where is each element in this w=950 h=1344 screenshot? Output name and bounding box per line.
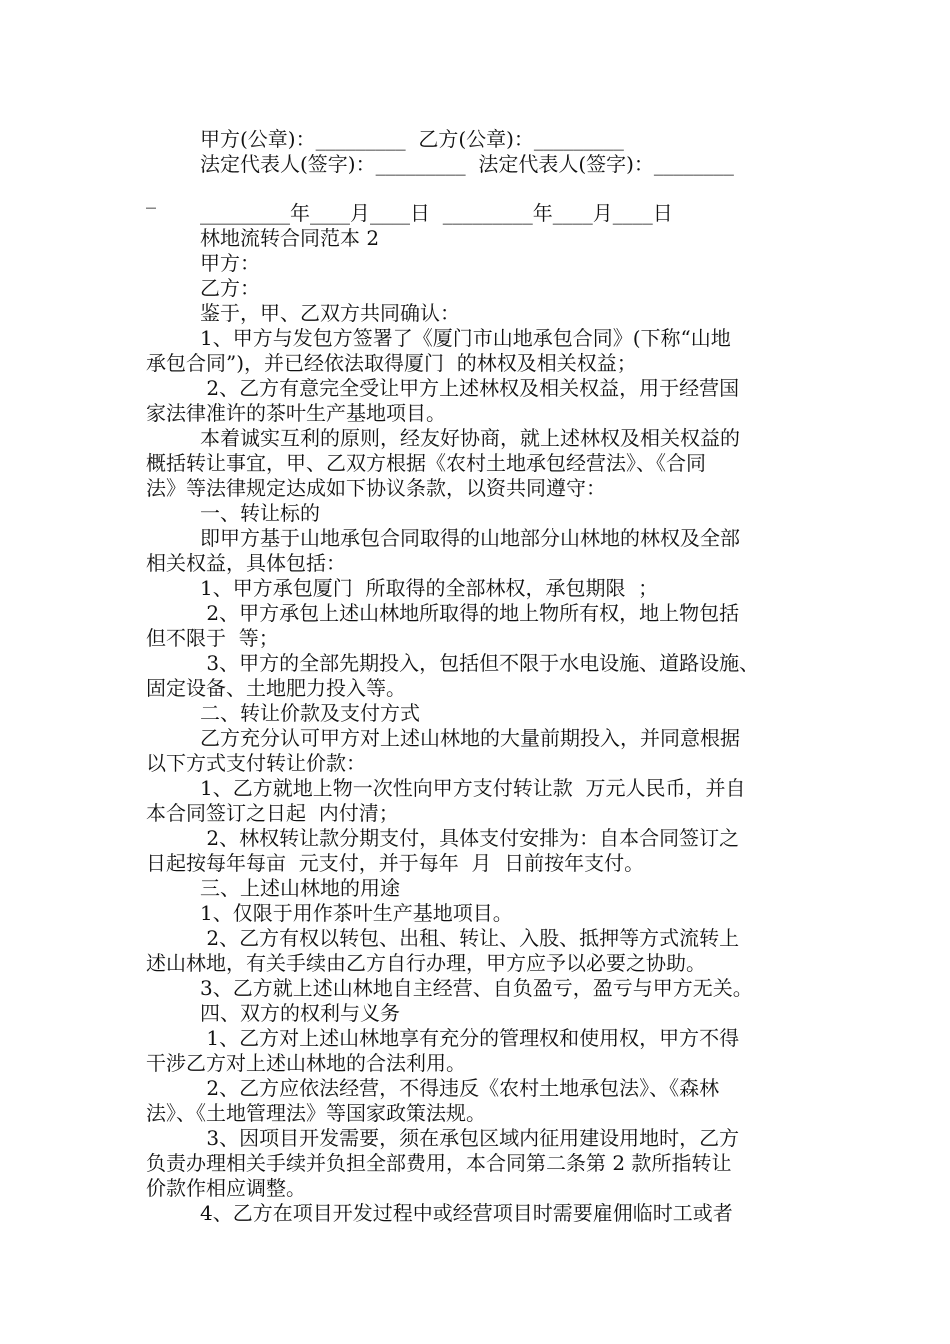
paragraph-line: 但不限于 等； [146, 626, 279, 650]
paragraph-line: 法》、《土地管理法》等国家政策法规。 [146, 1101, 486, 1125]
paragraph-line: 3、乙方就上述山林地自主经营、自负盈亏，盈亏与甲方无关。 [200, 976, 753, 1000]
signature-line-representative: 法定代表人(签字)：_________ 法定代表人(签字)：________ [200, 152, 734, 176]
paragraph-line: 鉴于，甲、乙双方共同确认： [200, 301, 460, 325]
section-heading: 一、转让标的 [200, 501, 320, 525]
paragraph-line: 法》等法律规定达成如下协议条款，以资共同遵守： [146, 476, 606, 500]
paragraph-line: 2、甲方承包上述山林地所取得的地上物所有权，地上物包括 [200, 601, 740, 625]
paragraph-line: 1、仅限于用作茶叶生产基地项目。 [200, 901, 513, 925]
paragraph-line: 以下方式支付转让价款： [146, 751, 366, 775]
paragraph-line: 2、乙方有意完全受让甲方上述林权及相关权益，用于经营国 [200, 376, 740, 400]
paragraph-line: 乙方充分认可甲方对上述山林地的大量前期投入，并同意根据 [200, 726, 740, 750]
date-line: _________年____月____日 _________年____月____日 [200, 201, 673, 225]
document-title: 林地流转合同范本 2 [200, 226, 380, 250]
paragraph-line: 4、乙方在项目开发过程中或经营项目时需要雇佣临时工或者 [200, 1201, 733, 1225]
paragraph-line: 负责办理相关手续并负担全部费用，本合同第二条第 2 款所指转让 [146, 1151, 732, 1175]
paragraph-line: 2、乙方有权以转包、出租、转让、入股、抵押等方式流转上 [200, 926, 740, 950]
paragraph-line: 1、甲方承包厦门 所取得的全部林权，承包期限 ； [200, 576, 659, 600]
paragraph-line: 本着诚实互利的原则，经友好协商，就上述林权及相关权益的 [200, 426, 740, 450]
paragraph-line: 本合同签订之日起 内付清； [146, 801, 399, 825]
paragraph-line: 1、乙方对上述山林地享有充分的管理权和使用权，甲方不得 [200, 1026, 740, 1050]
paragraph-line: 2、乙方应依法经营，不得违反《农村土地承包法》、《森林 [200, 1076, 720, 1100]
section-heading: 三、上述山林地的用途 [200, 876, 400, 900]
paragraph-line: 固定设备、土地肥力投入等。 [146, 676, 406, 700]
paragraph-line: 3、因项目开发需要，须在承包区域内征用建设用地时，乙方 [200, 1126, 740, 1150]
party-a-label: 甲方： [200, 251, 260, 275]
paragraph-line: 相关权益，具体包括： [146, 551, 346, 575]
paragraph-line: 即甲方基于山地承包合同取得的山地部分山林地的林权及全部 [200, 526, 740, 550]
paragraph-line: 1、甲方与发包方签署了《厦门市山地承包合同》(下称“山地 [200, 326, 731, 350]
paragraph-line: 1、乙方就地上物一次性向甲方支付转让款 万元人民币，并自 [200, 776, 746, 800]
section-heading: 二、转让价款及支付方式 [200, 701, 420, 725]
paragraph-line: 概括转让事宜，甲、乙双方根据《农村土地承包经营法》、《合同 [146, 451, 706, 475]
paragraph-line: 干涉乙方对上述山林地的合法利用。 [146, 1051, 466, 1075]
text-line: _ [146, 185, 156, 209]
section-heading: 四、双方的权利与义务 [200, 1001, 400, 1025]
paragraph-line: 价款作相应调整。 [146, 1176, 306, 1200]
paragraph-line: 2、林权转让款分期支付，具体支付安排为：自本合同签订之 [200, 826, 740, 850]
signature-line-seal: 甲方(公章)：_________ 乙方(公章)：_________ [200, 127, 624, 151]
paragraph-line: 日起按每年每亩 元支付，并于每年 月 日前按年支付。 [146, 851, 645, 875]
paragraph-line: 述山林地，有关手续由乙方自行办理，甲方应予以必要之协助。 [146, 951, 706, 975]
party-b-label: 乙方： [200, 276, 260, 300]
paragraph-line: 家法律准许的茶叶生产基地项目。 [146, 401, 446, 425]
paragraph-line: 3、甲方的全部先期投入，包括但不限于水电设施、道路设施、 [200, 651, 760, 675]
paragraph-line: 承包合同”)，并已经依法取得厦门 的林权及相关权益； [146, 351, 637, 375]
